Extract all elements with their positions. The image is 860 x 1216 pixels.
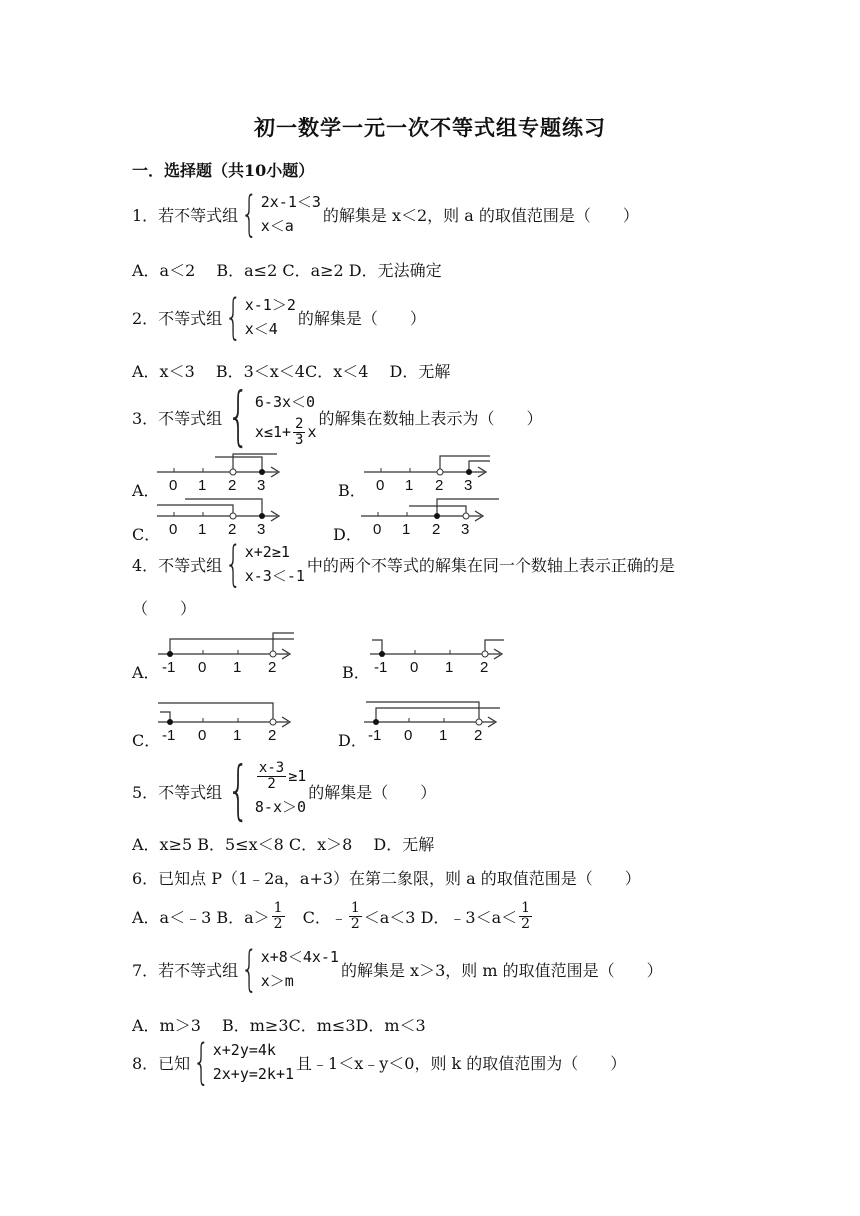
tick-label: 2 — [268, 727, 277, 744]
q6-opt-c: C．﹣ — [286, 907, 347, 927]
q8-suffix: 且﹣1＜x﹣y＜0，则 k 的取值范围为（ ） — [296, 1053, 627, 1073]
tick-label: 2 — [228, 521, 237, 538]
q4-system — [245, 540, 305, 588]
tick-label: 3 — [464, 477, 473, 494]
tick-label: -1 — [368, 727, 382, 744]
q7-options: A．m＞3 B．m≥3C．m≤3D．m＜3 — [132, 1016, 426, 1035]
tick-label: 1 — [405, 477, 414, 494]
tick-label: 3 — [257, 521, 266, 538]
q3-numberline-b — [362, 452, 497, 496]
tick-label: 1 — [233, 727, 242, 744]
q4-numberline-a — [156, 630, 301, 678]
question-2 — [132, 291, 426, 343]
page-title: 初一数学一元一次不等式组专题练习 — [254, 115, 606, 140]
q4-label-b: B． — [342, 663, 370, 682]
question-5 — [132, 754, 437, 828]
q5-ineq-2: 8-x＞0 — [254, 797, 307, 816]
tick-label: 1 — [445, 659, 454, 676]
tick-label: 0 — [169, 477, 178, 494]
tick-label: -1 — [162, 727, 176, 744]
tick-label: 2 — [432, 521, 441, 538]
q6-options — [132, 896, 534, 936]
tick-label: 2 — [474, 727, 483, 744]
q3-ineq-1: 6-3x＜0 — [254, 392, 316, 411]
tick-label: 3 — [257, 477, 266, 494]
q2-suffix: 的解集是（ ） — [297, 308, 426, 328]
brace: { — [227, 754, 250, 828]
q6-opt-ab: A．a＜﹣3 B．a＞ — [132, 907, 270, 927]
q3-numberline-a — [155, 452, 290, 496]
q4-ineq-1: x+2≥1 — [244, 543, 290, 561]
q3-suffix: 的解集在数轴上表示为（ ） — [318, 408, 543, 428]
q1-system — [261, 190, 321, 238]
q2-prefix: 2．不等式组 — [132, 308, 223, 328]
q1-ineq-1: 2x-1＜3 — [260, 193, 321, 211]
tick-label: 1 — [198, 521, 207, 538]
brace: { — [241, 941, 258, 997]
q7-suffix: 的解集是 x＞3，则 m 的取值范围是（ ） — [340, 960, 663, 980]
tick-label: 1 — [233, 659, 242, 676]
q1-options: A．a＜2 B．a≤2 C．a≥2 D．无法确定 — [132, 261, 442, 280]
tick-label: -1 — [162, 659, 176, 676]
fraction — [519, 901, 532, 932]
q3-label-b: B． — [338, 481, 366, 500]
q3-label-a: A． — [132, 481, 160, 500]
q7-ineq-1: x+8＜4x-1 — [260, 948, 339, 966]
q4-numberline-d — [362, 698, 507, 746]
q2-ineq-2: x＜4 — [244, 320, 278, 338]
q3-ineq-2-left: x≤1+ — [254, 422, 292, 441]
q1-prefix: 1．若不等式组 — [132, 205, 239, 225]
denominator: 3 — [295, 431, 304, 448]
q4-numberline-c — [156, 698, 301, 746]
q5-options: A．x≥5 B．5≤x＜8 C．x＞8 D．无解 — [132, 835, 435, 854]
q1-ineq-2: x＜a — [260, 217, 294, 235]
q3-label-d: D． — [333, 525, 362, 544]
tick-label: 0 — [410, 659, 419, 676]
tick-label: 0 — [198, 727, 207, 744]
q8-prefix: 8．已知 — [132, 1053, 191, 1073]
brace: { — [227, 380, 250, 454]
question-8 — [132, 1036, 626, 1088]
q1-suffix: 的解集是 x＜2，则 a 的取值范围是（ ） — [322, 205, 639, 225]
q4-suffix: 中的两个不等式的解集在同一个数轴上表示正确的是 — [306, 555, 675, 575]
q2-options: A．x＜3 B．3＜x＜4C．x＜4 D．无解 — [132, 362, 451, 381]
brace: { — [241, 186, 258, 242]
question-4 — [132, 538, 675, 590]
numerator: 1 — [521, 899, 531, 916]
fraction — [349, 901, 362, 932]
q3-numberline-d — [359, 496, 504, 540]
q8-system — [213, 1038, 294, 1086]
q5-system — [255, 761, 306, 822]
q3-system — [255, 387, 317, 448]
tick-label: 1 — [402, 521, 411, 538]
q5-suffix: 的解集是（ ） — [308, 782, 437, 802]
tick-label: 2 — [435, 477, 444, 494]
brace: { — [225, 536, 242, 592]
tick-label: 0 — [404, 727, 413, 744]
question-3 — [132, 380, 543, 454]
fraction — [257, 761, 286, 792]
q7-system — [261, 945, 339, 993]
tick-label: 1 — [198, 477, 207, 494]
denominator: 2 — [521, 915, 531, 932]
q4-prefix: 4．不等式组 — [132, 555, 223, 575]
fraction — [293, 417, 305, 448]
tick-label: -1 — [374, 659, 388, 676]
tick-label: 0 — [169, 521, 178, 538]
q7-prefix: 7．若不等式组 — [132, 960, 239, 980]
section-heading: 一．选择题（共10小题） — [132, 161, 315, 180]
tick-label: 3 — [461, 521, 470, 538]
tick-label: 2 — [480, 659, 489, 676]
denominator: 2 — [350, 915, 360, 932]
q4-ineq-2: x-3＜-1 — [244, 567, 305, 585]
tick-label: 0 — [198, 659, 207, 676]
q3-prefix: 3．不等式组 — [132, 408, 223, 428]
q3-label-c: C． — [132, 525, 161, 544]
numerator: 2 — [295, 415, 304, 432]
q3-numberline-c — [155, 496, 290, 540]
denominator: 2 — [273, 915, 283, 932]
q4-numberline-b — [368, 630, 513, 678]
q5-ineq-1-right: ≥1 — [288, 766, 307, 785]
q8-eq-2: 2x+y=2k+1 — [212, 1065, 295, 1083]
q8-eq-1: x+2y=4k — [212, 1041, 276, 1059]
denominator: 2 — [267, 775, 276, 792]
q4-label-c: C． — [132, 731, 161, 750]
tick-label: 2 — [228, 477, 237, 494]
brace: { — [225, 289, 242, 345]
q4-label-a: A． — [132, 663, 160, 682]
question-1 — [132, 188, 639, 240]
q4-continuation: （ ） — [132, 599, 197, 618]
fraction — [272, 901, 285, 932]
numerator: 1 — [273, 899, 283, 916]
q2-system — [245, 293, 296, 341]
q5-prefix: 5．不等式组 — [132, 782, 223, 802]
q7-ineq-2: x＞m — [260, 972, 294, 990]
question-6: 6．已知点 P（1﹣2a，a+3）在第二象限，则 a 的取值范围是（ ） — [132, 869, 641, 888]
tick-label: 1 — [439, 727, 448, 744]
tick-label: 0 — [373, 521, 382, 538]
tick-label: 0 — [376, 477, 385, 494]
tick-label: 2 — [268, 659, 277, 676]
q5-ineq-1 — [255, 761, 306, 792]
numerator: 1 — [350, 899, 360, 916]
q3-ineq-2 — [255, 417, 317, 448]
question-7 — [132, 943, 663, 995]
q2-ineq-1: x-1＞2 — [244, 296, 296, 314]
numerator: x-3 — [258, 759, 285, 776]
brace: { — [193, 1034, 210, 1090]
q6-opt-cd: ＜a＜3 D．﹣3＜a＜ — [363, 907, 518, 927]
q4-label-d: D． — [338, 731, 367, 750]
q3-ineq-2-var: x — [307, 422, 317, 441]
